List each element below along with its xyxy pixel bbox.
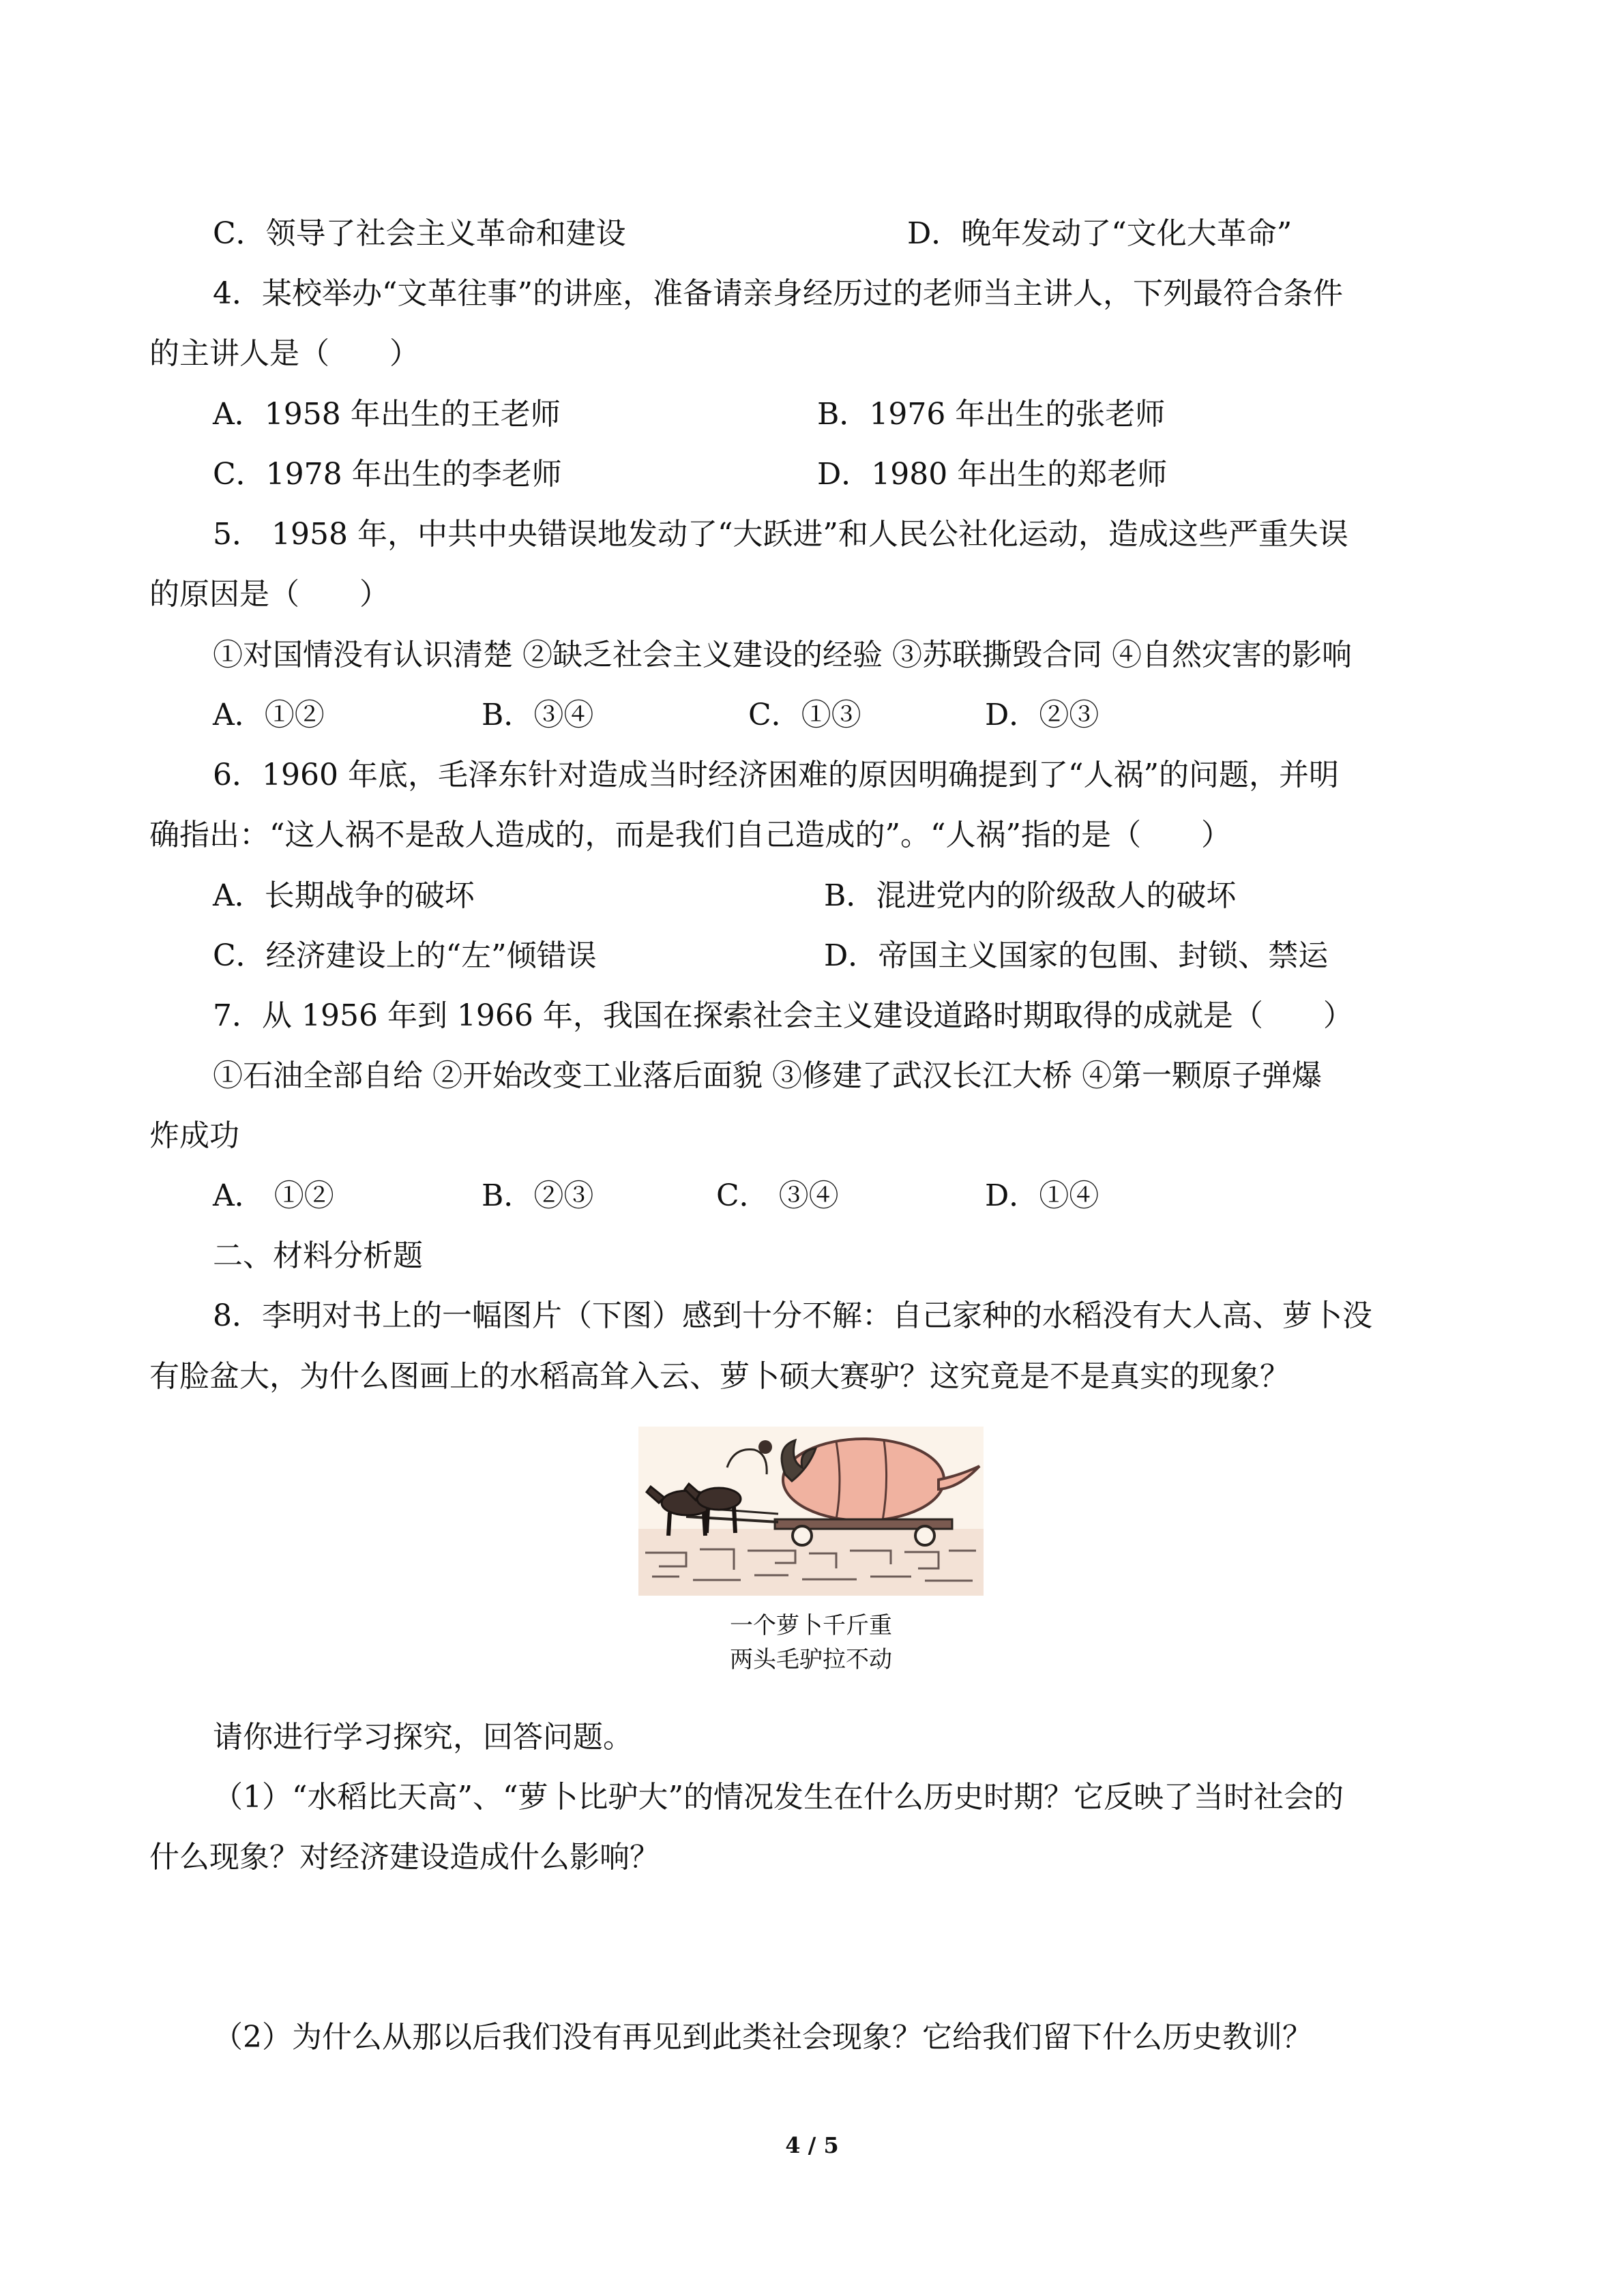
q3-option-c: C．领导了社会主义革命和建设	[213, 216, 626, 251]
q8-sub1-line1: （1）“水稻比天高”、“萝卜比驴大”的情况发生在什么历史时期？它反映了当时社会的	[213, 1780, 1344, 1815]
q7-option-a: A． ①②	[213, 1178, 334, 1213]
q3-option-d: D．晚年发动了“文化大革命”	[907, 216, 1293, 251]
radish-cart-illustration	[638, 1427, 984, 1596]
q8-sub2: （2）为什么从那以后我们没有再见到此类社会现象？它给我们留下什么历史教训？	[213, 2020, 1312, 2055]
page-number: 4 / 5	[785, 2132, 839, 2158]
q4-option-a: A．1958 年出生的王老师	[213, 397, 561, 432]
q5-option-d: D．②③	[985, 698, 1099, 732]
q6-option-b: B．混进党内的阶级敌人的破坏	[824, 878, 1237, 913]
q6-stem-line1: 6．1960 年底，毛泽东针对造成当时经济困难的原因明确提到了“人祸”的问题，并明	[213, 758, 1339, 792]
q8-prompt: 请你进行学习探究，回答问题。	[213, 1720, 633, 1755]
q7-items-line1: ①石油全部自给 ②开始改变工业落后面貌 ③修建了武汉长江大桥 ④第一颗原子弹爆	[213, 1058, 1322, 1093]
q4-option-b: B．1976 年出生的张老师	[817, 397, 1166, 432]
q4-option-c: C．1978 年出生的李老师	[213, 457, 562, 492]
figure-caption-line1: 一个萝卜千斤重	[730, 1612, 892, 1639]
q8-stem-line1: 8．李明对书上的一幅图片（下图）感到十分不解：自己家种的水稻没有大人高、萝卜没	[213, 1298, 1372, 1333]
q7-items-line2: 炸成功	[149, 1118, 239, 1153]
q5-stem-line1: 5． 1958 年，中共中央错误地发动了“大跃进”和人民公社化运动，造成这些严重失误	[213, 517, 1348, 552]
q5-option-c: C．①③	[748, 698, 861, 732]
q4-stem-line2: 的主讲人是（ ）	[149, 336, 419, 371]
q5-stem-line2: 的原因是（ ）	[149, 577, 389, 612]
q6-option-d: D．帝国主义国家的包围、封锁、禁运	[824, 938, 1329, 973]
section-heading: 二、材料分析题	[213, 1238, 423, 1273]
figure-caption-line2: 两头毛驴拉不动	[730, 1646, 892, 1673]
q7-option-d: D．①④	[985, 1178, 1099, 1213]
q5-option-b: B．③④	[482, 698, 594, 732]
q6-stem-line2: 确指出：“这人祸不是敌人造成的，而是我们自己造成的”。“人祸”指的是（ ）	[149, 818, 1231, 852]
q7-stem: 7．从 1956 年到 1966 年，我国在探索社会主义建设道路时期取得的成就是（ ）	[213, 998, 1353, 1033]
q8-stem-line2: 有脸盆大，为什么图画上的水稻高耸入云、萝卜硕大赛驴？这究竟是不是真实的现象？	[149, 1359, 1290, 1394]
q6-option-c: C．经济建设上的“左”倾错误	[213, 938, 597, 973]
q5-items: ①对国情没有认识清楚 ②缺乏社会主义建设的经验 ③苏联撕毁合同 ④自然灾害的影响	[213, 638, 1352, 672]
q6-option-a: A．长期战争的破坏	[213, 878, 475, 913]
q8-sub1-line2: 什么现象？对经济建设造成什么影响？	[149, 1840, 660, 1875]
q7-option-b: B．②③	[482, 1178, 594, 1213]
q4-stem-line1: 4．某校举办“文革往事”的讲座，准备请亲身经历过的老师当主讲人，下列最符合条件	[213, 276, 1343, 311]
q5-option-a: A．①②	[213, 698, 325, 732]
q7-option-c: C． ③④	[716, 1178, 839, 1213]
radish-cart-drawing	[638, 1427, 984, 1596]
q4-option-d: D．1980 年出生的郑老师	[817, 457, 1168, 492]
